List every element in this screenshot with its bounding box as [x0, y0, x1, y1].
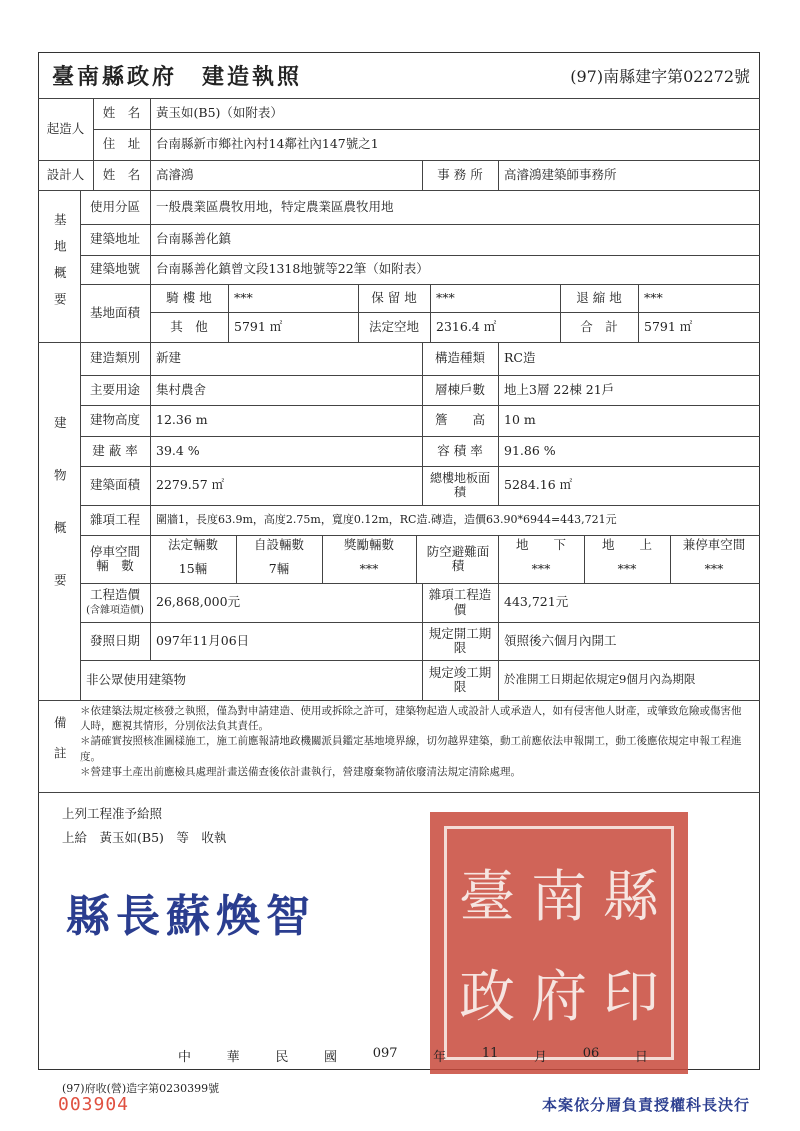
finish-label: 規定竣工期 限 [428, 664, 504, 694]
area-label: 基地面積 [89, 304, 140, 320]
applicant-name-label: 姓 名 [102, 105, 141, 121]
type-label: 建造類別 [89, 350, 140, 366]
start-label: 規定開工期 限 [428, 625, 504, 655]
seal-character: 南 [531, 865, 587, 930]
legal-parking-value: 15輛 [178, 560, 208, 576]
height-label: 建物高度 [89, 412, 140, 428]
site-section-label: 基地概要 [52, 213, 68, 319]
issue-label: 發照日期 [89, 632, 140, 648]
footprint-value: 2279.57 ㎡ [156, 477, 225, 493]
parking-label: 停車空間輛 數 [89, 543, 140, 573]
issue-value: 097年11月06日 [156, 632, 250, 648]
issue-date-line [178, 1046, 648, 1065]
note-item: ＊依建築法規定核發之執照，僅為對申請建造、使用或拆除之許可，建築物起造人或設計人或承造人，如有侵害他人財產，或肇致危險或傷害他人時，應視其情形，分別依法負其責任。 [80, 705, 742, 733]
coverage-label: 建 蔽 率 [92, 442, 138, 458]
setback-label: 退 縮 地 [576, 289, 622, 305]
arcade-value: *** [234, 289, 253, 305]
height-value: 12.36 m [156, 412, 208, 428]
eave-label: 簷 高 [434, 412, 485, 428]
seal-character: 政 [459, 965, 515, 1030]
legal-parking-label: 法定輛數 [167, 536, 218, 552]
zone-value: 一般農業區農牧用地，特定農業區農牧用地 [156, 198, 394, 214]
reward-parking-label: 獎勵輛數 [343, 536, 394, 552]
permit-number: (97)南縣建字第02272號 [570, 67, 750, 86]
shelter-under-value: *** [531, 560, 551, 576]
designer-section-label: 設計人 [46, 166, 85, 182]
cost-sub-label: (含雜項造價) [86, 605, 144, 617]
applicant-address: 台南縣新市鄉社內村14鄰社內147號之1 [156, 136, 379, 152]
shelter-above-value: *** [617, 560, 637, 576]
date-part: 國 [324, 1050, 338, 1065]
grant-line-2: 上給 黃玉如(B5) 等 收執 [62, 830, 227, 845]
use-value: 集村農舍 [156, 381, 207, 397]
finish-value: 於准開工日期起依規定9個月內為期限 [504, 672, 696, 687]
floors-label: 層棟戶數 [434, 381, 485, 397]
designer-name-label: 姓 名 [102, 166, 141, 182]
zone-label: 使用分區 [89, 198, 140, 214]
document-title: 臺南縣政府 建造執照 [52, 64, 303, 90]
seal-character: 印 [603, 965, 659, 1030]
date-part: 華 [226, 1050, 240, 1065]
far-label: 容 積 率 [437, 442, 483, 458]
shelter-under-label: 地 下 [515, 536, 566, 552]
applicant-address-label: 住 址 [102, 136, 141, 152]
date-part: 06 [582, 1046, 600, 1061]
serial-number: 003904 [58, 1094, 130, 1115]
reserved-value: *** [436, 289, 455, 305]
start-value: 領照後六個月內開工 [504, 632, 617, 648]
floor-area-label: 總樓地板面 積 [429, 470, 503, 499]
note-item: ＊請確實按照核准圖樣施工，施工前應報請地政機關派員鑑定基地境界線，切勿越界建築，動工前應依法申報開工，動工後應依規定申報工程進度。 [80, 735, 742, 763]
date-part: 中 [178, 1050, 192, 1065]
notes-list [80, 704, 750, 780]
applicant-name: 黃玉如(B5)（如附表） [156, 105, 283, 121]
legal-open-label: 法定空地 [368, 318, 419, 334]
date-part: 月 [534, 1050, 548, 1065]
misc-value: 圍牆1，長度63.9m，高度2.75m，寬度0.12m，RC造.磚造，造價63.90*6944=443,721元 [156, 512, 617, 526]
reward-parking-value: *** [359, 560, 379, 576]
other-value: 5791 ㎡ [234, 318, 283, 334]
building-section-label: 建物概要 [52, 416, 68, 626]
floor-area-value: 5284.16 ㎡ [504, 477, 573, 493]
applicant-section-label: 起造人 [46, 120, 85, 136]
notes-section-label: 備註 [52, 715, 68, 777]
arcade-label: 騎 樓 地 [166, 289, 212, 305]
seal-character: 臺 [459, 865, 515, 930]
nonpublic-label: 非公眾使用建築物 [86, 671, 187, 687]
floors-value: 地上3層 22棟 21戶 [504, 381, 615, 397]
misc-cost-label: 雜項工程造 價 [428, 587, 504, 617]
shelter-above-label: 地 上 [601, 536, 652, 552]
location-label: 建築地址 [89, 231, 140, 247]
shelter-label: 防空避難面 積 [426, 543, 502, 573]
date-part: 年 [433, 1050, 447, 1065]
location-value: 台南縣善化鎮 [156, 231, 232, 247]
cost-value: 26,868,000元 [156, 594, 241, 610]
shelter-both-value: *** [704, 560, 724, 576]
self-parking-label: 自設輛數 [253, 536, 304, 552]
reserved-label: 保 留 地 [371, 289, 417, 305]
type-value: 新建 [156, 350, 182, 366]
date-part: 日 [634, 1050, 648, 1065]
other-label: 其 他 [170, 318, 208, 334]
reference-number: (97)府收(營)造字第0230399號 [62, 1082, 220, 1095]
shelter-both-label: 兼停車空間 [682, 536, 746, 552]
date-part: 11 [481, 1046, 499, 1061]
eave-value: 10 m [504, 412, 536, 428]
total-value: 5791 ㎡ [644, 318, 693, 334]
delegation-stamp: 本案依分層負責授權科長決行 [541, 1096, 750, 1114]
seal-character: 府 [531, 965, 587, 1030]
misc-cost-value: 443,721元 [504, 594, 569, 610]
grant-line-1: 上列工程准予給照 [62, 806, 163, 821]
note-item: ＊營建事土產出前應檢具處理計畫送備查後依計畫執行，營建廢棄物請依廢清法規定清除處理。 [80, 765, 521, 778]
lot-value: 台南縣善化鎮曾文段1318地號等22筆（如附表） [156, 261, 429, 277]
misc-label: 雜項工程 [89, 511, 140, 527]
far-value: 91.86 % [504, 442, 556, 458]
date-part: 097 [372, 1046, 398, 1061]
legal-open-value: 2316.4 ㎡ [436, 318, 497, 334]
setback-value: *** [644, 289, 663, 305]
structure-value: RC造 [504, 350, 536, 366]
cost-label: 工程造價 [89, 586, 140, 602]
structure-label: 構造種類 [434, 350, 485, 366]
designer-office: 高濬鴻建築師事務所 [504, 166, 617, 182]
total-label: 合 計 [580, 318, 618, 334]
use-label: 主要用途 [89, 381, 140, 397]
official-seal [430, 812, 688, 1074]
date-part: 民 [275, 1050, 289, 1065]
self-parking-value: 7輛 [268, 560, 290, 576]
coverage-value: 39.4 % [156, 442, 200, 458]
designer-office-label: 事 務 所 [437, 166, 483, 182]
lot-label: 建築地號 [89, 261, 140, 277]
footprint-label: 建築面積 [89, 477, 140, 493]
designer-name: 高濬鴻 [156, 166, 194, 182]
mayor-signature: 縣長蘇煥智 [66, 891, 316, 942]
seal-character: 縣 [603, 865, 659, 930]
